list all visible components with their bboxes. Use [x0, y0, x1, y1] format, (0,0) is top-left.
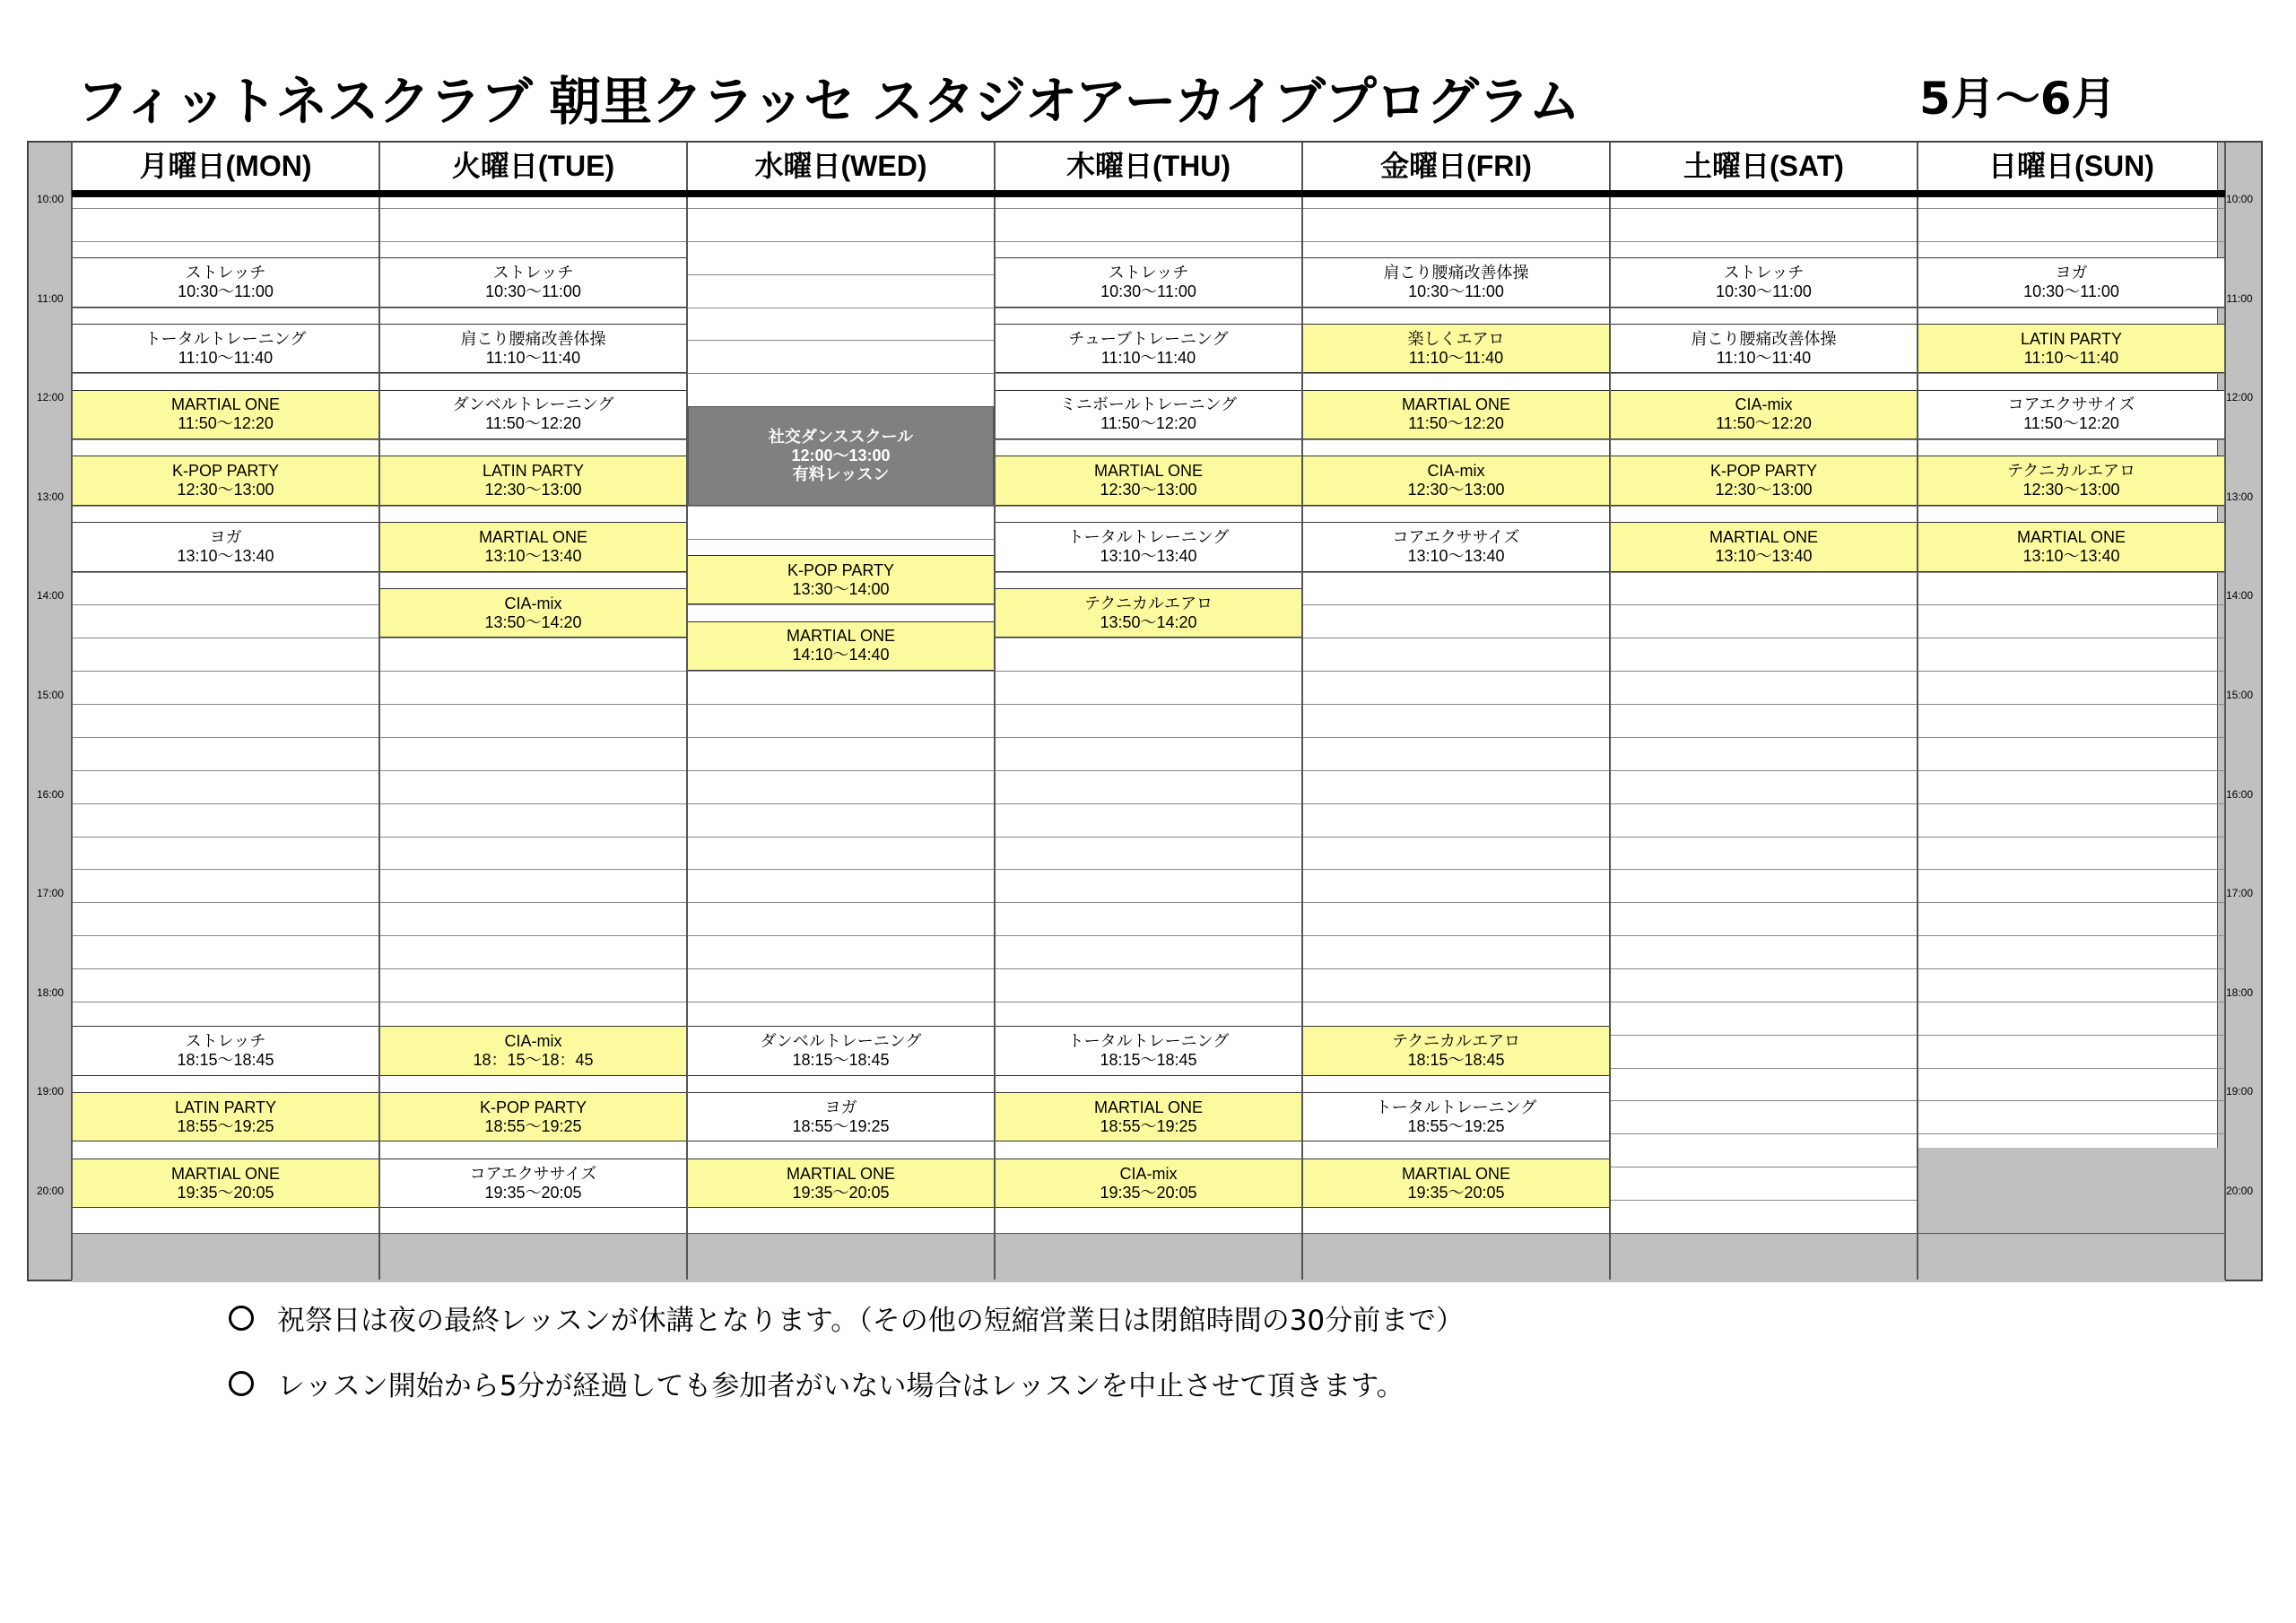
- lesson-time: 13:10～13:40: [1407, 546, 1505, 565]
- lesson-name: 肩こり腰痛改善体操: [1691, 329, 1837, 348]
- lesson-time: 18：15～18：45: [473, 1051, 594, 1070]
- lesson-slot[interactable]: [1303, 1092, 1609, 1141]
- lesson-name: LATIN PARTY: [174, 1098, 277, 1116]
- circle-bullet-icon: [229, 1306, 254, 1331]
- lesson-time: 11:10～11:40: [1408, 348, 1504, 367]
- row-line: [72, 968, 2225, 969]
- lesson-slot[interactable]: [996, 390, 1301, 439]
- lesson-slot[interactable]: [1611, 390, 1917, 439]
- lesson-name: MARTIAL ONE: [786, 1164, 896, 1183]
- lesson-name: LATIN PARTY: [2020, 329, 2123, 348]
- lesson-slot[interactable]: [1303, 390, 1609, 439]
- lesson-name: CIA-mix: [1119, 1164, 1178, 1183]
- row-line: [72, 241, 2225, 242]
- time-label: 14:00: [2225, 589, 2254, 603]
- lesson-slot[interactable]: [1918, 456, 2224, 505]
- lesson-time: 18:55～19:25: [1407, 1116, 1505, 1135]
- lesson-time: 19:35～20:05: [1100, 1183, 1197, 1202]
- row-line: [72, 373, 2225, 374]
- lesson-name: CIA-mix: [504, 594, 562, 612]
- lesson-name: MARTIAL ONE: [1093, 462, 1204, 481]
- day-header: 木曜日(THU): [1065, 150, 1231, 182]
- lesson-time: 18:55～19:25: [484, 1116, 582, 1135]
- lesson-name: コアエクササイズ: [469, 1164, 597, 1183]
- lesson-slot[interactable]: [380, 390, 686, 439]
- lesson-slot[interactable]: [1303, 1159, 1609, 1208]
- lesson-time: 10:30～11:00: [1100, 282, 1196, 300]
- time-label: 13:00: [36, 490, 65, 503]
- lesson-slot[interactable]: [688, 1092, 994, 1141]
- lesson-slot[interactable]: [73, 390, 378, 439]
- lesson-slot[interactable]: [1303, 324, 1609, 373]
- lesson-time: 12:30～13:00: [2022, 481, 2120, 499]
- lesson-name: MARTIAL ONE: [478, 527, 588, 546]
- lesson-slot[interactable]: [996, 456, 1301, 505]
- lesson-name: K-POP PARTY: [1709, 462, 1818, 481]
- row-line: [72, 837, 2225, 838]
- lesson-slot[interactable]: [1611, 257, 1917, 307]
- row-line: [72, 572, 2225, 573]
- lesson-note: 有料レッスン: [792, 464, 890, 483]
- lesson-name: K-POP PARTY: [479, 1098, 587, 1116]
- lesson-name: コアエクササイズ: [1392, 527, 1520, 546]
- lesson-time: 12:30～13:00: [177, 481, 274, 499]
- lesson-time: 11:10～11:40: [2023, 348, 2119, 367]
- circle-bullet-icon: [229, 1371, 254, 1396]
- time-label: 11:00: [2226, 291, 2253, 305]
- time-label: 18:00: [2225, 985, 2254, 999]
- lesson-name: ヨガ: [209, 527, 242, 546]
- lesson-slot[interactable]: [1918, 257, 2224, 307]
- day-header: 水曜日(WED): [754, 150, 927, 182]
- lesson-name: ストレッチ: [1723, 263, 1805, 282]
- time-label: 19:00: [2225, 1085, 2254, 1098]
- lesson-name: テクニカルエアロ: [2007, 462, 2135, 481]
- lesson-slot[interactable]: [73, 257, 378, 307]
- sunday-closed-area: [1918, 1148, 2225, 1233]
- lesson-time: 13:10～13:40: [177, 546, 274, 565]
- time-column-left: [29, 143, 73, 1280]
- note-holiday: [229, 1298, 1464, 1338]
- lesson-slot[interactable]: [688, 1159, 994, 1208]
- lesson-time: 12:30～13:00: [1407, 481, 1505, 499]
- row-line: [72, 737, 2225, 738]
- lesson-name: CIA-mix: [504, 1032, 562, 1051]
- lesson-slot[interactable]: [1918, 390, 2224, 439]
- lesson-time: 18:55～19:25: [792, 1116, 890, 1135]
- note-text: レッスン開始から5分が経過しても参加者がいない場合はレッスンを中止させて頂きます。: [277, 1370, 1405, 1402]
- lesson-name: MARTIAL ONE: [2016, 527, 2126, 546]
- lesson-slot[interactable]: [73, 522, 378, 571]
- row-line: [72, 869, 2225, 870]
- lesson-name: MARTIAL ONE: [1093, 1098, 1204, 1116]
- row-line: [72, 902, 2225, 903]
- lesson-time: 12:00～13:00: [791, 446, 891, 464]
- time-label: 19:00: [36, 1085, 65, 1098]
- lesson-name: トータルトレーニング: [1067, 527, 1230, 546]
- lesson-name: チューブトレーニング: [1068, 329, 1229, 348]
- lesson-time: 10:30～11:00: [178, 282, 274, 300]
- lesson-time: 18:15～18:45: [792, 1051, 890, 1070]
- lesson-slot[interactable]: [1918, 522, 2224, 571]
- time-label: 10:00: [2225, 193, 2254, 205]
- time-label: 17:00: [2225, 887, 2254, 900]
- time-label: 15:00: [2225, 688, 2254, 701]
- lesson-time: 11:50～12:20: [1716, 414, 1812, 433]
- lesson-time: 18:15～18:45: [1407, 1051, 1505, 1070]
- lesson-name: ダンベルトレーニング: [760, 1032, 922, 1051]
- lesson-name: ヨガ: [2055, 263, 2088, 282]
- lesson-name: トータルトレーニング: [144, 329, 307, 348]
- closing-band: [72, 1233, 2225, 1282]
- day-header: 土曜日(SAT): [1683, 150, 1844, 182]
- lesson-time: 10:30～11:00: [1408, 282, 1504, 300]
- lesson-slot[interactable]: [1611, 324, 1917, 373]
- lesson-time: 13:10～13:40: [2022, 546, 2120, 565]
- day-header: 金曜日(FRI): [1380, 150, 1532, 182]
- lesson-slot[interactable]: [73, 1159, 378, 1208]
- lesson-time: 10:30～11:00: [485, 282, 581, 300]
- lesson-time: 19:35～20:05: [484, 1183, 582, 1202]
- row-line: [72, 671, 2225, 672]
- lesson-slot[interactable]: [380, 588, 686, 638]
- row-line: [72, 506, 2225, 507]
- time-label: 20:00: [2225, 1184, 2254, 1197]
- row-line: [72, 935, 2225, 936]
- lesson-slot[interactable]: [688, 555, 994, 604]
- column-divider: [2224, 143, 2226, 1280]
- lesson-time: 11:50～12:20: [1100, 414, 1196, 433]
- lesson-slot[interactable]: [996, 257, 1301, 307]
- lesson-time: 11:10～11:40: [1716, 348, 1812, 367]
- lesson-time: 14:10～14:40: [792, 646, 890, 664]
- lesson-name: ダンベルトレーニング: [452, 395, 614, 414]
- schedule-grid: [27, 141, 2263, 1281]
- lesson-slot[interactable]: [688, 406, 994, 506]
- lesson-name: CIA-mix: [1427, 462, 1485, 481]
- lesson-time: 11:50～12:20: [2023, 414, 2119, 433]
- time-label: 11:00: [37, 291, 64, 305]
- lesson-time: 18:15～18:45: [1100, 1051, 1197, 1070]
- lesson-slot[interactable]: [380, 324, 686, 373]
- time-label: 20:00: [36, 1184, 65, 1197]
- lesson-slot[interactable]: [1303, 456, 1609, 505]
- lesson-name: 肩こり腰痛改善体操: [1383, 263, 1529, 282]
- lesson-time: 12:30～13:00: [1100, 481, 1197, 499]
- lesson-slot[interactable]: [1303, 257, 1609, 307]
- lesson-time: 11:10～11:40: [1100, 348, 1196, 367]
- lesson-name: MARTIAL ONE: [170, 395, 281, 414]
- day-header: 月曜日(MON): [139, 150, 312, 182]
- lesson-time: 10:30～11:00: [2023, 282, 2119, 300]
- time-label: 15:00: [36, 688, 65, 701]
- time-label: 10:00: [36, 193, 65, 205]
- lesson-name: ストレッチ: [492, 263, 574, 282]
- lesson-time: 13:10～13:40: [484, 546, 582, 565]
- lesson-name: LATIN PARTY: [482, 462, 585, 481]
- row-line: [72, 439, 2225, 440]
- time-label: 16:00: [2225, 787, 2254, 801]
- lesson-time: 11:10～11:40: [485, 348, 581, 367]
- lesson-name: MARTIAL ONE: [170, 1164, 281, 1183]
- lesson-time: 11:10～11:40: [178, 348, 274, 367]
- lesson-slot[interactable]: [380, 1159, 686, 1208]
- lesson-time: 13:30～14:00: [792, 579, 890, 598]
- lesson-name: テクニカルエアロ: [1392, 1032, 1520, 1051]
- lesson-time: 18:15～18:45: [177, 1051, 274, 1070]
- lesson-slot[interactable]: [73, 1092, 378, 1141]
- lesson-slot[interactable]: [996, 1092, 1301, 1141]
- lesson-name: 社交ダンススクール: [768, 427, 914, 446]
- lesson-name: ヨガ: [824, 1098, 857, 1116]
- schedule-period: 5月～6月: [1919, 73, 2117, 125]
- lesson-name: K-POP PARTY: [171, 462, 280, 481]
- time-label: 17:00: [36, 887, 65, 900]
- row-line: [72, 770, 2225, 771]
- lesson-slot[interactable]: [996, 522, 1301, 571]
- lesson-slot[interactable]: [1303, 1026, 1609, 1075]
- lesson-name: K-POP PARTY: [787, 560, 895, 579]
- lesson-name: ストレッチ: [185, 1032, 266, 1051]
- lesson-slot[interactable]: [380, 257, 686, 307]
- lesson-time: 13:50～14:20: [1100, 612, 1197, 631]
- time-label: 13:00: [2225, 490, 2254, 503]
- lesson-slot[interactable]: [73, 324, 378, 373]
- lesson-name: ミニボールトレーニング: [1059, 395, 1238, 414]
- column-divider: [1609, 143, 1611, 1280]
- lesson-slot[interactable]: [380, 522, 686, 571]
- lesson-name: コアエクササイズ: [2007, 395, 2135, 414]
- lesson-time: 19:35～20:05: [1407, 1183, 1505, 1202]
- lesson-slot[interactable]: [688, 1026, 994, 1075]
- lesson-time: 12:30～13:00: [484, 481, 582, 499]
- lesson-slot[interactable]: [380, 1026, 686, 1075]
- lesson-time: 11:50～12:20: [485, 414, 581, 433]
- lesson-slot[interactable]: [688, 621, 994, 671]
- lesson-slot[interactable]: [1611, 456, 1917, 505]
- lesson-name: 肩こり腰痛改善体操: [460, 329, 606, 348]
- lesson-name: MARTIAL ONE: [1401, 395, 1511, 414]
- lesson-slot[interactable]: [1611, 522, 1917, 571]
- lesson-name: テクニカルエアロ: [1084, 594, 1213, 612]
- lesson-slot[interactable]: [1303, 522, 1609, 571]
- lesson-time: 19:35～20:05: [177, 1183, 274, 1202]
- note-text: 祝祭日は夜の最終レッスンが休講となります。（その他の短縮営業日は閉館時間の30分前まで）: [277, 1305, 1465, 1337]
- lesson-name: MARTIAL ONE: [1709, 527, 1819, 546]
- time-label: 14:00: [36, 589, 65, 603]
- lesson-slot[interactable]: [996, 324, 1301, 373]
- lesson-time: 12:30～13:00: [1715, 481, 1813, 499]
- lesson-time: 10:30～11:00: [1716, 282, 1812, 300]
- lesson-slot[interactable]: [996, 1159, 1301, 1208]
- lesson-time: 11:50～12:20: [1408, 414, 1504, 433]
- page-title: フィットネスクラブ 朝里クラッセ スタジオアーカイブプログラム: [76, 71, 1580, 132]
- lesson-time: 11:50～12:20: [178, 414, 274, 433]
- row-line: [72, 208, 2225, 209]
- lesson-time: 18:55～19:25: [1100, 1116, 1197, 1135]
- time-label: 12:00: [36, 391, 65, 404]
- lesson-slot[interactable]: [380, 456, 686, 505]
- lesson-time: 19:35～20:05: [792, 1183, 890, 1202]
- time-label: 16:00: [36, 787, 65, 801]
- day-header: 火曜日(TUE): [451, 150, 615, 182]
- lesson-name: MARTIAL ONE: [786, 627, 896, 646]
- time-label: 12:00: [2225, 391, 2254, 404]
- lesson-slot[interactable]: [996, 1026, 1301, 1075]
- lesson-name: ストレッチ: [1108, 263, 1189, 282]
- lesson-slot[interactable]: [996, 588, 1301, 638]
- lesson-name: CIA-mix: [1735, 395, 1793, 414]
- lesson-name: ストレッチ: [185, 263, 266, 282]
- time-label: 18:00: [36, 985, 65, 999]
- lesson-name: トータルトレーニング: [1375, 1098, 1537, 1116]
- row-line: [72, 704, 2225, 705]
- lesson-time: 13:10～13:40: [1715, 546, 1813, 565]
- lesson-slot[interactable]: [73, 456, 378, 505]
- day-header: 日曜日(SUN): [1988, 150, 2154, 182]
- row-line: [72, 803, 2225, 804]
- lesson-name: 楽しくエアロ: [1407, 329, 1505, 348]
- column-divider: [1917, 143, 1918, 1280]
- lesson-name: MARTIAL ONE: [1401, 1164, 1511, 1183]
- lesson-name: トータルトレーニング: [1067, 1032, 1230, 1051]
- header-rule: [72, 190, 2225, 197]
- lesson-slot[interactable]: [73, 1026, 378, 1075]
- lesson-time: 18:55～19:25: [177, 1116, 274, 1135]
- lesson-slot[interactable]: [1918, 324, 2224, 373]
- lesson-time: 13:50～14:20: [484, 612, 582, 631]
- note-cancel: [229, 1363, 1405, 1403]
- lesson-time: 13:10～13:40: [1100, 546, 1197, 565]
- lesson-slot[interactable]: [380, 1092, 686, 1141]
